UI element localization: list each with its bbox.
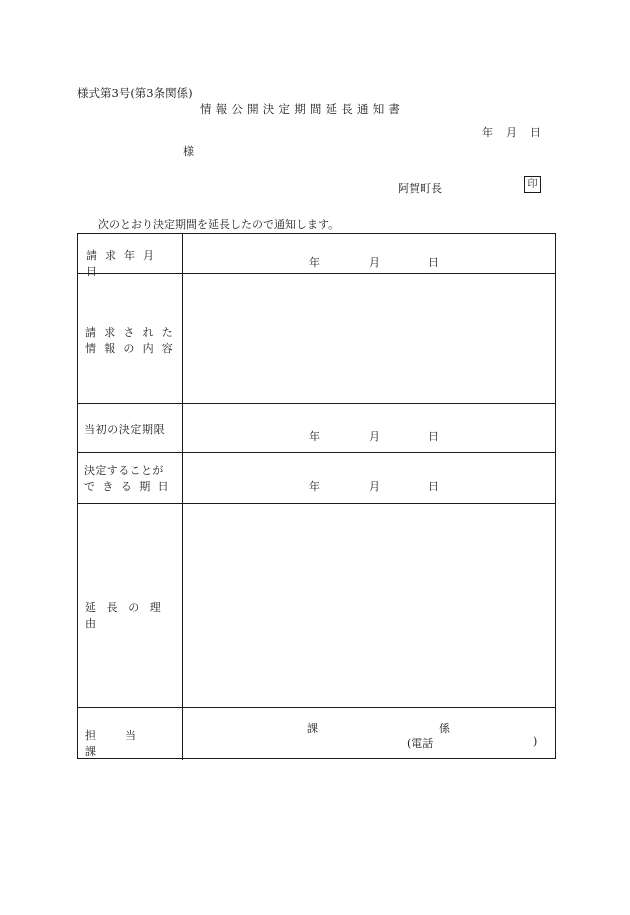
reason-label: 延長の理由 [85,601,172,630]
date-month-label: 月 [506,126,517,139]
date-day-label: 日 [530,126,541,139]
request-date-label-text: 請求年月日 [86,249,162,278]
request-date-label-cell [78,234,183,278]
row-department [78,708,555,760]
department-label-cell [78,708,183,760]
phone-close: ) [533,735,538,748]
department-label: 担当課 [85,729,165,758]
row-request-date [78,234,555,278]
request-content-value-cell[interactable] [183,274,555,403]
original-deadline-year: 年 [309,430,320,443]
row-new-deadline [78,453,555,504]
new-deadline-label-line2: できる期日 [84,480,176,493]
request-content-label-line2: 情報の内容 [85,342,181,355]
original-deadline-day: 日 [428,430,439,443]
document-title: 情報公開決定期間延長通知書 [200,102,405,116]
request-date-year: 年 [309,255,320,269]
department-unit-suffix: 係 [439,722,450,735]
new-deadline-day: 日 [428,480,439,493]
new-deadline-label-cell [78,453,183,503]
phone-open: (電話 [407,737,434,750]
date-year-label: 年 [482,126,493,139]
new-deadline-value-cell[interactable] [183,453,555,503]
form-number: 様式第3号(第3条関係) [77,86,193,100]
recipient-honorific: 様 [183,145,194,158]
request-date-day: 日 [428,255,439,269]
new-deadline-month: 月 [369,480,380,493]
row-request-content [78,274,555,404]
sender-name: 阿賀町長 [398,182,442,195]
request-date-month: 月 [369,255,380,269]
seal-stamp: 印 [524,176,541,193]
new-deadline-label-line1: 決定することが [84,464,164,477]
request-date-value-cell[interactable] [183,234,555,273]
reason-value-cell[interactable] [183,504,555,707]
original-deadline-month: 月 [369,430,380,443]
original-deadline-label-cell [78,404,183,452]
department-section-suffix: 課 [307,722,318,735]
reason-label-cell [78,504,183,707]
request-content-label-cell [78,274,183,403]
original-deadline-label: 当初の決定期限 [84,423,166,436]
form-table [77,233,556,759]
intro-text: 次のとおり決定期間を延長したので通知します。 [98,218,340,231]
request-content-label-line1: 請求された [85,326,181,339]
original-deadline-value-cell[interactable] [183,404,555,452]
department-value-cell[interactable] [183,708,555,760]
new-deadline-year: 年 [309,480,320,493]
row-reason [78,504,555,708]
row-original-deadline [78,404,555,453]
